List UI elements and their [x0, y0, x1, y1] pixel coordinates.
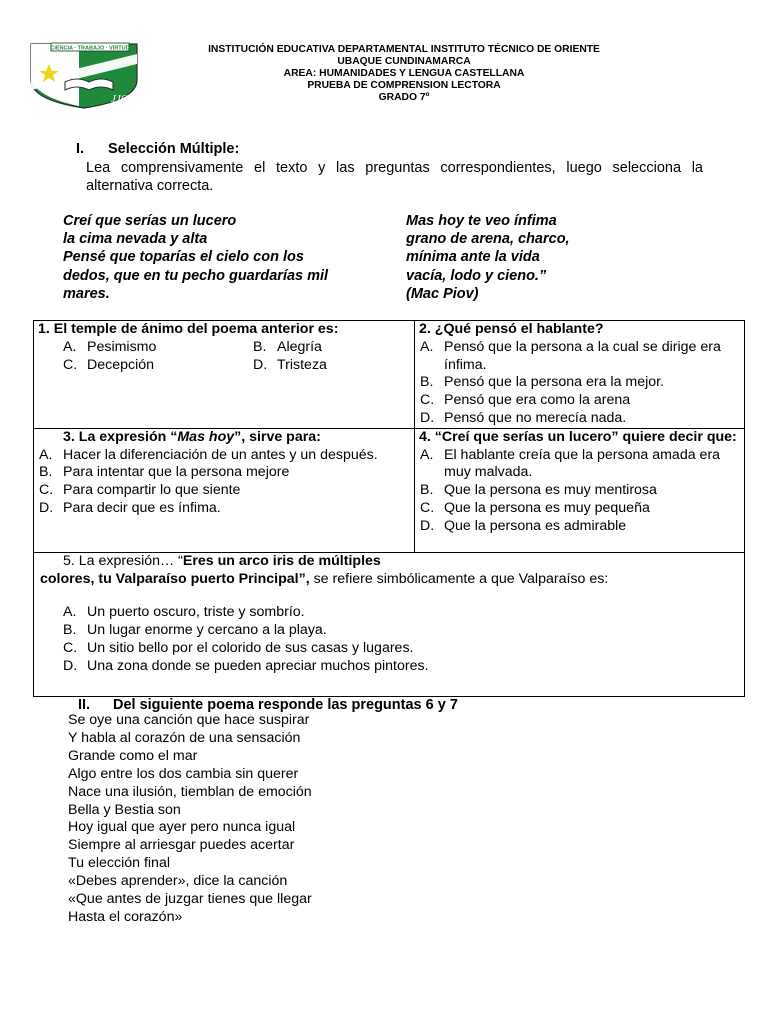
question-text: ¿Qué pensó el hablante?	[434, 321, 604, 337]
poem-line: Grande como el mar	[68, 747, 198, 764]
question-4-heading	[417, 429, 742, 447]
option-a[interactable]: A. Hacer la diferenciación de un antes y un después.	[39, 446, 378, 463]
poem-line: Algo entre los dos cambia sin querer	[68, 765, 299, 782]
poem-line: Bella y Bestia son	[68, 801, 181, 818]
header-line: AREA: HUMANIDADES Y LENGUA CASTELLANA	[283, 68, 525, 79]
section2-title: Del siguiente poema responde las preguntas 6 y 7	[113, 697, 458, 713]
question-4-cell	[415, 428, 745, 552]
question-1-options-row	[36, 339, 412, 375]
option-c[interactable]: C. Un sitio bello por el colorido de sus casas y lugares.	[63, 639, 414, 656]
poem-line: (Mac Piov)	[406, 285, 479, 302]
question-3-heading	[36, 429, 412, 447]
question-number: 1.	[38, 321, 50, 337]
question-text-bold: colores, tu Valparaíso puerto Principal”,	[40, 570, 310, 587]
header-line: PRUEBA DE COMPRENSION LECTORA	[307, 80, 501, 91]
poem-line: Y habla al corazón de una sensación	[68, 729, 301, 746]
option-b[interactable]: B. Que la persona es muy mentirosa	[420, 482, 657, 499]
poem-line: Hoy igual que ayer pero nunca igual	[68, 819, 296, 836]
question-text-suffix: ”, sirve para:	[234, 428, 321, 445]
option-d[interactable]: D. Que la persona es admirable	[420, 517, 627, 534]
section1-numeral: I.	[76, 141, 85, 157]
option-a[interactable]: A. Pesimismo	[63, 338, 157, 355]
header-line: UBAQUE CUNDINAMARCA	[337, 56, 471, 67]
question-number: 5.	[63, 552, 75, 569]
option-c[interactable]: C. Que la persona es muy pequeña	[420, 499, 650, 516]
option-d[interactable]: D. Una zona donde se pueden apreciar muchos pintores.	[63, 657, 429, 674]
poem-line: mínima ante la vida	[406, 249, 540, 266]
poem-line: Mas hoy te veo ínfima	[406, 213, 557, 229]
question-text-prefix: La expresión “	[78, 428, 178, 445]
question-3-cell	[34, 428, 415, 552]
option-d[interactable]: D. Para decir que es ínfima.	[39, 499, 221, 516]
question-2-heading	[417, 321, 742, 339]
logo-monogram: JJO	[111, 93, 129, 105]
question-text-bold: Eres un arco iris de múltiples	[182, 552, 381, 569]
document-header	[0, 44, 768, 104]
option-a[interactable]: A. El hablante creía que la persona amada era muy malvada.	[420, 446, 721, 481]
option-a[interactable]: A. Un puerto oscuro, triste y sombrío.	[63, 604, 305, 621]
question-5-cell	[34, 552, 745, 696]
option-b[interactable]: B. Un lugar enorme y cercano a la playa.	[63, 622, 327, 639]
poem-line: dedos, que en tu pecho guardarías mil	[63, 267, 329, 284]
question-2-cell	[415, 321, 745, 429]
poem-line: «Que antes de juzgar tienes que llegar	[68, 891, 312, 908]
poem-line: Hasta el corazón»	[68, 908, 183, 925]
poem-line: Siempre al arriesgar puedes acertar	[68, 837, 295, 854]
poem-line: «Debes aprender», dice la canción	[68, 873, 288, 890]
poem-line: la cima nevada y alta	[63, 231, 208, 248]
poem-line: grano de arena, charco,	[406, 231, 570, 248]
question-text: El temple de ánimo del poema anterior es:	[53, 321, 339, 337]
option-b[interactable]: B. Para intentar que la persona mejore	[39, 464, 290, 481]
poem-line: Creí que serías un lucero	[63, 213, 237, 229]
poem-line: vacía, lodo y cieno.”	[406, 267, 547, 284]
section1-title: Selección Múltiple:	[108, 141, 240, 157]
header-line: GRADO 7º	[378, 92, 430, 103]
section1-instructions: Lea comprensivamente el texto y las preguntas correspondientes, luego selecciona la alternativa correcta.	[86, 160, 703, 194]
logo-banner-text: CIENCIA · TRABAJO · VIRTUD	[50, 45, 130, 52]
question-5-heading-line2	[36, 571, 742, 589]
question-text: “Creí que serías un lucero” quiere decir que:	[434, 428, 737, 445]
option-c[interactable]: C. Pensó que era como la arena	[420, 392, 631, 409]
option-a[interactable]: A. Pensó que la persona a la cual se dirige era ínfima.	[420, 338, 721, 373]
section2-numeral: II.	[78, 697, 91, 713]
poem1-left	[63, 212, 363, 303]
poem-line: Pensé que toparías el cielo con los	[63, 249, 304, 266]
question-1-heading	[36, 321, 412, 339]
question-number: 3.	[63, 428, 75, 445]
poem-line: Tu elección final	[68, 855, 170, 872]
questions-table	[33, 320, 745, 697]
poem-line: Se oye una canción que hace suspirar	[68, 712, 310, 728]
question-number: 2.	[419, 321, 431, 337]
question-text-italic: Mas hoy	[177, 428, 235, 445]
option-c[interactable]: C. Para compartir lo que siente	[39, 482, 241, 499]
poem1-right	[406, 212, 706, 303]
option-b[interactable]: B. Alegría	[253, 338, 322, 355]
option-b[interactable]: B. Pensó que la persona era la mejor.	[420, 374, 665, 391]
question-text-suffix: se refiere simbólicamente a que Valparaíso es:	[309, 570, 609, 587]
question-1-cell	[34, 321, 415, 429]
option-d[interactable]: D. Pensó que no merecía nada.	[420, 409, 627, 426]
poem-line: Nace una ilusión, tiemblan de emoción	[68, 783, 312, 800]
option-d[interactable]: D. Tristeza	[253, 356, 327, 373]
poem2	[68, 712, 312, 927]
poem-line: mares.	[63, 285, 110, 302]
question-text-prefix: La expresión… “	[78, 552, 183, 569]
option-c[interactable]: C. Decepción	[63, 356, 155, 373]
question-5-heading-line1	[36, 553, 742, 571]
header-line: INSTITUCIÓN EDUCATIVA DEPARTAMENTAL INSTITUTO TÉCNICO DE ORIENTE	[208, 44, 600, 55]
question-number: 4.	[419, 428, 431, 445]
